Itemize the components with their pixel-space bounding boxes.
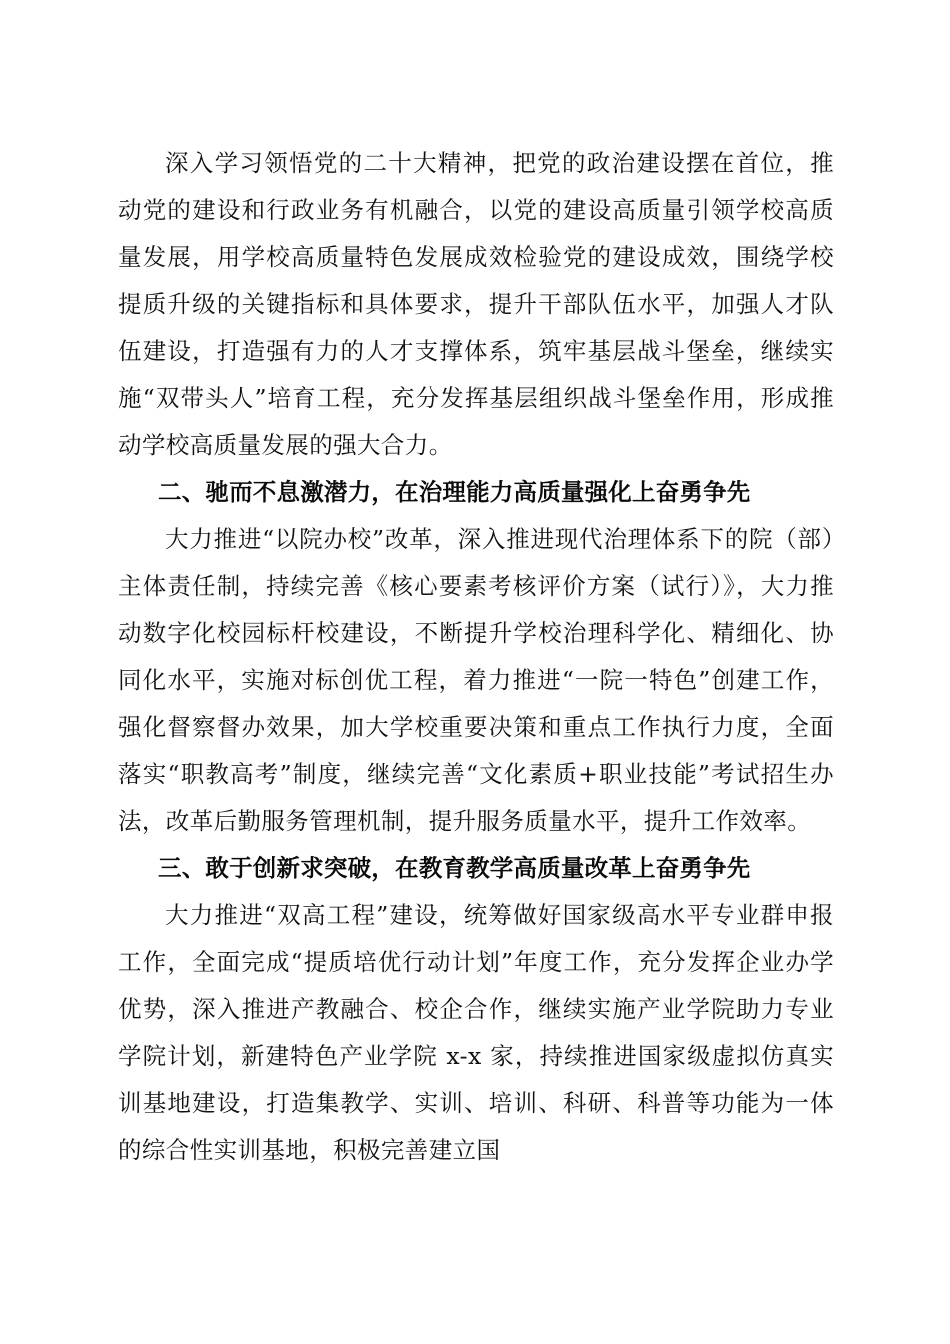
paragraph-governance: 大力推进“以院办校”改革，深入推进现代治理体系下的院（部）主体责任制，持续完善《核心要素考核评价方案（试行）》，大力推动数字化校园标杆校建设，不断提升学校治理科学化、精细化、协同化水平，实施对标创优工程，着力推进“一院一特色”创建工作，强化督察督办效果，加大学校重要决策和重点工作执行力度，全面落实“职教高考”制度，继续完善“文化素质+职业技能”考试招生办法，改革后勤服务管理机制，提升服务质量水平，提升工作效率。	[118, 525, 834, 835]
document-body	[118, 140, 834, 1174]
paragraph-party-building: 深入学习领悟党的二十大精神，把党的政治建设摆在首位，推动党的建设和行政业务有机融合，以党的建设高质量引领学校高质量发展，用学校高质量特色发展成效检验党的建设成效，围绕学校提质升级的关键指标和具体要求，提升干部队伍水平，加强人才队伍建设，打造强有力的人才支撑体系，筑牢基层战斗堡垒，继续实施“双带头人”培育工程，充分发挥基层组织战斗堡垒作用，形成推动学校高质量发展的强大合力。	[118, 149, 834, 459]
section-heading-education-reform: 三、敢于创新求突破，在教育教学高质量改革上奋勇争先	[158, 854, 751, 882]
paragraph-education-reform: 大力推进“双高工程”建设，统筹做好国家级高水平专业群申报工作，全面完成“提质培优行动计划”年度工作，充分发挥企业办学优势，深入推进产教融合、校企合作，继续实施产业学院助力专业学院计划，新建特色产业学院 x-x 家，持续推进国家级虚拟仿真实训基地建设，打造集教学、实训、培训、科研、科普等功能为一体的综合性实训基地，积极完善建立国	[118, 901, 834, 1164]
section-heading-governance: 二、驰而不息激潜力，在治理能力高质量强化上奋勇争先	[158, 478, 751, 506]
